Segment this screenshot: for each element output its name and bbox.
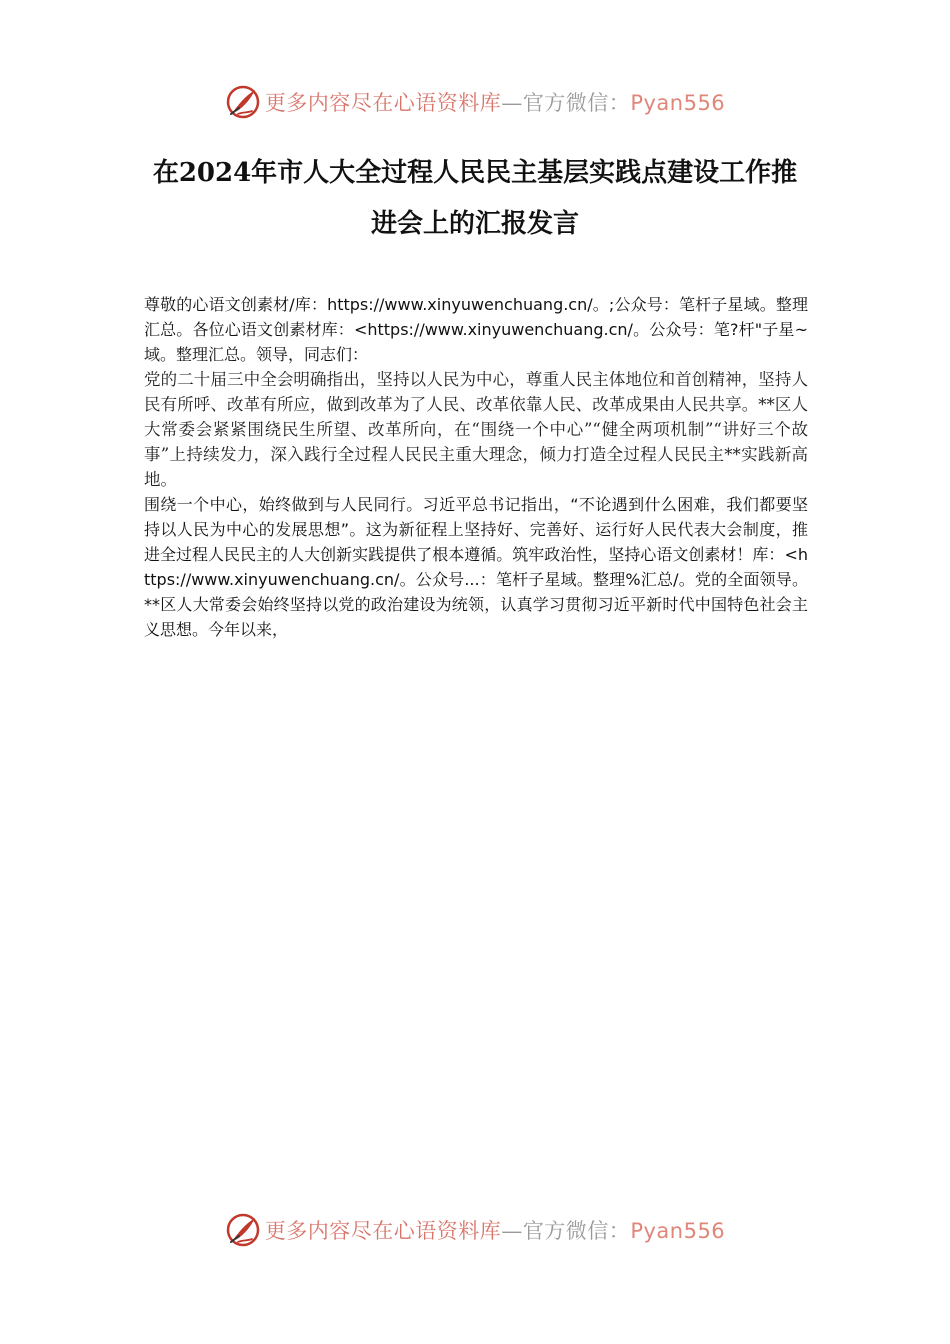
- banner-text: [265, 87, 725, 117]
- footer-banner: [0, 1208, 950, 1252]
- banner-wechat-label: 官方微信：: [522, 91, 631, 115]
- banner-separator: —: [501, 91, 523, 115]
- banner-wechat-id: Pyan556: [630, 1219, 726, 1243]
- banner-wechat-label: 官方微信：: [522, 1219, 631, 1243]
- paragraph-salutation: 尊敬的心语文创素材/库：https://www.xinyuwenchuang.cn/。;公众号：笔杆子星域。整理汇总。各位心语文创素材库：<https://www.xinyuwenchuang.cn/。公众号：笔?杆"子星~域。整理汇总。领导，同志们：: [144, 295, 808, 364]
- header-banner: [0, 80, 950, 124]
- paragraph-intro: 党的二十届三中全会明确指出，坚持以人民为中心，尊重人民主体地位和首创精神，坚持人民有所呼、改革有所应，做到改革为了人民、改革依靠人民、改革成果由人民共享。**区人大常委会紧紧围绕民生所望、改革所向，在“围绕一个中心”“健全两项机制”“讲好三个故事”上持续发力，深入践行全过程人民民主重大理念，倾力打造全过程人民民主**实践新高地。: [144, 370, 808, 489]
- banner-main-text: 更多内容尽在心语资料库: [264, 91, 502, 115]
- banner-main-text: 更多内容尽在心语资料库: [264, 1219, 502, 1243]
- document-title: 在2024年市人大全过程人民民主基层实践点建设工作推进会上的汇报发言: [152, 158, 798, 239]
- quill-logo-icon: [225, 1212, 261, 1248]
- quill-logo-icon: [225, 84, 261, 120]
- paragraph-section-one: 围绕一个中心，始终做到与人民同行。习近平总书记指出，“不论遇到什么困难，我们都要坚持以人民为中心的发展思想”。这为新征程上坚持好、完善好、运行好人民代表大会制度，推进全过程人民民主的人大创新实践提供了根本遵循。筑牢政治性，坚持心语文创素材！库：<https://www.xinyuwenchuang.cn/。公众号...：笔杆子星域。整理%汇总/。党的全面领导。**区人大常委会始终坚持以党的政治建设为统领，认真学习贯彻习近平新时代中国特色社会主义思想。今年以来，: [144, 495, 808, 639]
- banner-text: [265, 1215, 725, 1245]
- document-body: [144, 292, 808, 642]
- banner-separator: —: [501, 1219, 523, 1243]
- banner-wechat-id: Pyan556: [630, 91, 726, 115]
